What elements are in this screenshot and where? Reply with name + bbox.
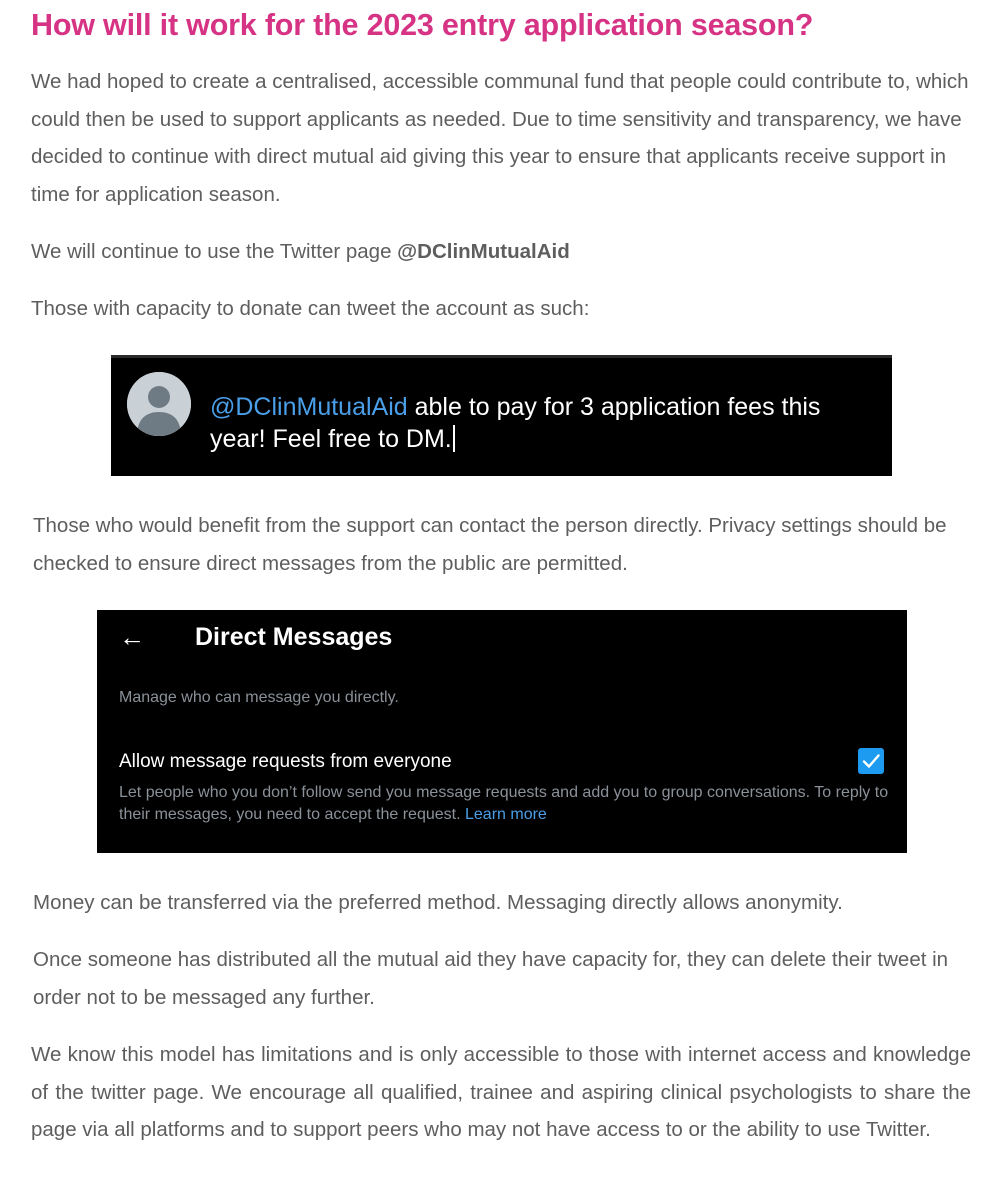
tweet-body: able to pay for 3 application fees this year! Feel free to DM.: [210, 393, 821, 453]
back-arrow-icon[interactable]: ←: [119, 622, 145, 652]
text-cursor: [453, 425, 455, 452]
page-heading: How will it work for the 2023 entry application season?: [31, 8, 814, 42]
allow-requests-description-text: Let people who you don’t follow send you message requests and add you to group conversations. To reply to their messages, you need to accept the request.: [119, 784, 889, 823]
tweet-example-image: [111, 355, 892, 476]
donate-paragraph: Those with capacity to donate can tweet the account as such:: [31, 297, 590, 320]
default-avatar-icon: [127, 372, 191, 436]
twitter-page-text: We will continue to use the Twitter page: [31, 240, 398, 263]
allow-requests-description: [119, 782, 899, 826]
learn-more-link[interactable]: Learn more: [465, 806, 547, 823]
dm-settings-subtitle: Manage who can message you directly.: [119, 689, 399, 706]
delete-tweet-paragraph: Once someone has distributed all the mutual aid they have capacity for, they can delete their tweet in order not to be messaged any further.: [33, 948, 949, 1009]
twitter-handle: @DClinMutualAid: [397, 240, 570, 263]
contact-paragraph: Those who would benefit from the support can contact the person directly. Privacy settings should be checked to ensure direct messages from the public are permitted.: [33, 514, 947, 575]
dm-settings-title: Direct Messages: [195, 623, 393, 651]
checkmark-icon: [858, 748, 884, 774]
allow-requests-label: Allow message requests from everyone: [119, 751, 452, 772]
intro-paragraph: We had hoped to create a centralised, accessible communal fund that people could contribute to, which could then be used to support applicants as needed. Due to time sensitivity and transparency, we have decided to continue with direct mutual aid giving this year to ensure that applicants receive support in time for application season.: [31, 70, 969, 206]
allow-requests-checkbox[interactable]: [858, 748, 884, 774]
twitter-page-paragraph: [31, 233, 570, 271]
transfer-paragraph: Money can be transferred via the preferred method. Messaging directly allows anonymity.: [33, 891, 843, 914]
tweet-mention: @DClinMutualAid: [210, 393, 408, 421]
dm-settings-image: [97, 610, 907, 853]
limitations-paragraph: We know this model has limitations and is only accessible to those with internet access and knowledge of the twitter page. We encourage all qualified, trainee and aspiring clinical psychologists to share the page via all platforms and to support peers who may not have access to or the ability to use Twitter.: [31, 1043, 971, 1141]
tweet-text: [210, 391, 880, 455]
